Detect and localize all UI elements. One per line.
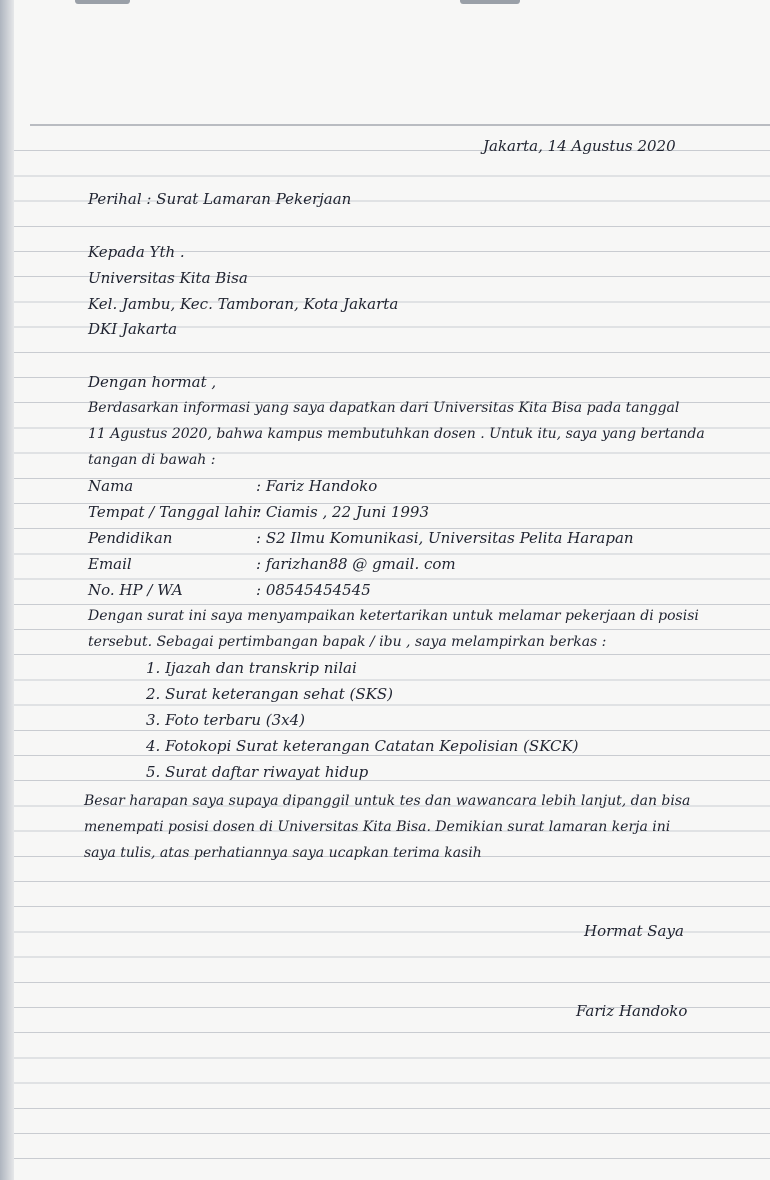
closing-line: saya tulis, atas perhatiannya saya ucapkan terima kasih xyxy=(84,845,482,861)
detail-label: Nama xyxy=(88,477,134,495)
sign-off: Hormat Saya xyxy=(584,922,684,940)
detail-value: : farizhan88 @ gmail. com xyxy=(256,555,456,573)
body-line: Dengan surat ini saya menyampaikan ketertarikan untuk melamar pekerjaan di posisi xyxy=(88,608,699,624)
date-line: Jakarta, 14 Agustus 2020 xyxy=(483,137,676,155)
detail-value: : Ciamis , 22 Juni 1993 xyxy=(256,503,429,521)
attachment-item: 4. Fotokopi Surat keterangan Catatan Kepolisian (SKCK) xyxy=(146,737,579,755)
intro-line: tangan di bawah : xyxy=(88,452,216,468)
attachment-item: 2. Surat keterangan sehat (SKS) xyxy=(146,685,393,703)
attachment-item: 5. Surat daftar riwayat hidup xyxy=(146,763,369,781)
detail-label: Pendidikan xyxy=(88,529,173,547)
intro-line: Berdasarkan informasi yang saya dapatkan dari Universitas Kita Bisa pada tanggal xyxy=(88,400,680,416)
recipient-line: Kepada Yth . xyxy=(88,243,185,261)
signature-name: Fariz Handoko xyxy=(576,1002,688,1020)
detail-value: : Fariz Handoko xyxy=(256,477,378,495)
top-rule-line xyxy=(30,124,770,126)
intro-line: 11 Agustus 2020, bahwa kampus membutuhkan dosen . Untuk itu, saya yang bertanda xyxy=(88,426,705,442)
detail-label: Tempat / Tanggal lahir xyxy=(88,503,260,521)
detail-label: Email xyxy=(88,555,132,573)
page-header-margin xyxy=(0,0,770,126)
detail-value: : 08545454545 xyxy=(256,581,371,599)
binding-tab xyxy=(75,0,130,4)
detail-value: : S2 Ilmu Komunikasi, Universitas Pelita Harapan xyxy=(256,529,634,547)
page-edge-shadow xyxy=(0,0,14,1180)
subject-line: Perihal : Surat Lamaran Pekerjaan xyxy=(88,190,352,208)
recipient-line: Universitas Kita Bisa xyxy=(88,269,248,287)
attachment-item: 3. Foto terbaru (3x4) xyxy=(146,711,305,729)
body-line: tersebut. Sebagai pertimbangan bapak / ibu , saya melampirkan berkas : xyxy=(88,634,607,650)
attachment-item: 1. Ijazah dan transkrip nilai xyxy=(146,659,357,677)
recipient-line: Kel. Jambu, Kec. Tamboran, Kota Jakarta xyxy=(88,295,399,313)
closing-line: Besar harapan saya supaya dipanggil untuk tes dan wawancara lebih lanjut, dan bisa xyxy=(84,793,691,809)
detail-label: No. HP / WA xyxy=(88,581,183,599)
closing-line: menempati posisi dosen di Universitas Kita Bisa. Demikian surat lamaran kerja ini xyxy=(84,819,671,835)
binding-tab xyxy=(460,0,520,4)
recipient-line: DKI Jakarta xyxy=(88,320,178,338)
salutation: Dengan hormat , xyxy=(88,373,217,391)
